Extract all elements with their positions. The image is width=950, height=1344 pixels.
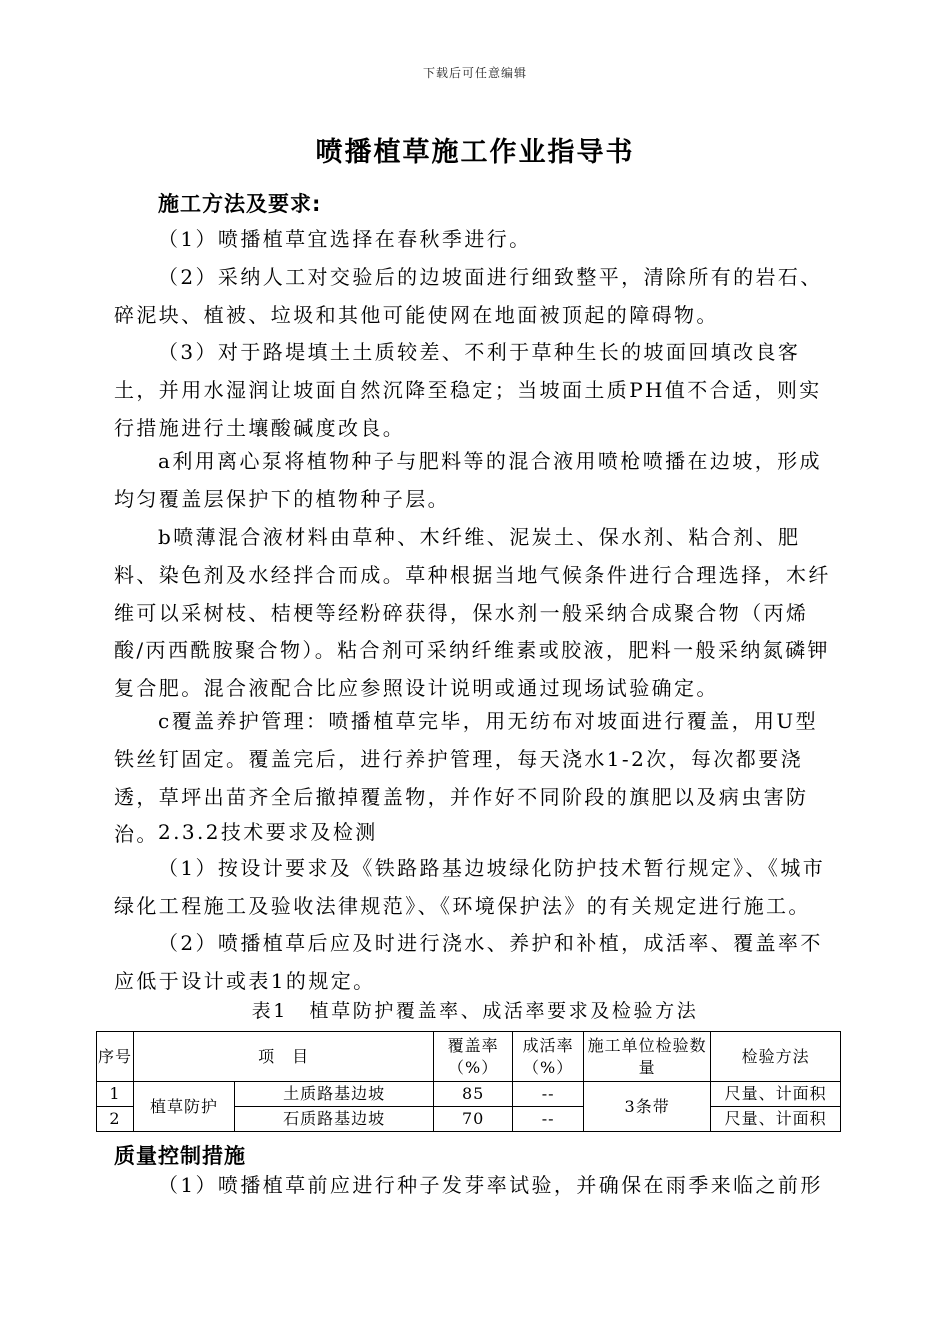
table-caption: 表1 植草防护覆盖率、成活率要求及检验方法 bbox=[251, 1000, 699, 1022]
requirements-table bbox=[96, 1031, 841, 1132]
paragraph-2: （2）采纳人工对交验后的边坡面进行细致整平，清除所有的岩石、碎泥块、植被、垃圾和其他可能使网在地面被顶起的障碍物。 bbox=[114, 265, 823, 327]
paragraph-a: a利用离心泵将植物种子与肥料等的混合液用喷枪喷播在边坡，形成均匀覆盖层保护下的植物种子层。 bbox=[114, 449, 822, 511]
cell-name: 石质路基边坡 bbox=[235, 1107, 434, 1132]
cell-coverage: 85 bbox=[434, 1082, 513, 1107]
header-note: 下载后可任意编辑 bbox=[422, 66, 527, 80]
paragraph-1: （1）喷播植草宜选择在春秋季进行。 bbox=[158, 227, 532, 251]
paragraph-quality-1: （1）喷播植草前应进行种子发芽率试验，并确保在雨季来临之前形 bbox=[158, 1173, 823, 1197]
cell-quantity: 3条带 bbox=[584, 1082, 711, 1132]
table-row bbox=[97, 1082, 841, 1107]
cell-coverage: 70 bbox=[434, 1107, 513, 1132]
paragraph-c: c覆盖养护管理：喷播植草完毕，用无纺布对坡面进行覆盖，用U型铁丝钉固定。覆盖完后，进行养护管理，每天浇水1-2次，每次都要浇透，草坪出苗齐全后撤掉覆盖物，并作好不同阶段的旗肥以及病虫害防治。 bbox=[114, 709, 819, 847]
paragraph-tech-1: （1）按设计要求及《铁路路基边坡绿化防护技术暂行规定》、《城市绿化工程施工及验收法律规范》、《环境保护法》的有关规定进行施工。 bbox=[114, 856, 826, 918]
section-heading-methods: 施工方法及要求: bbox=[158, 192, 322, 216]
paragraph-subsection: 2.3.2技术要求及检测 bbox=[158, 820, 378, 844]
cell-name: 土质路基边坡 bbox=[235, 1082, 434, 1107]
section-heading-quality: 质量控制措施 bbox=[114, 1144, 246, 1168]
cell-survival: -- bbox=[513, 1082, 584, 1107]
table-header-row bbox=[97, 1032, 841, 1082]
cell-survival: -- bbox=[513, 1107, 584, 1132]
cell-seq: 1 bbox=[97, 1082, 134, 1107]
header-survival: 成活率（%） bbox=[513, 1032, 584, 1082]
header-coverage: 覆盖率（%） bbox=[434, 1032, 513, 1082]
document-title: 喷播植草施工作业指导书 bbox=[315, 137, 635, 168]
paragraph-3: （3）对于路堤填土土质较差、不利于草种生长的坡面回填改良客土，并用水湿润让坡面自然沉降至稳定；当坡面土质PH值不合适，则实行措施进行土壤酸碱度改良。 bbox=[114, 340, 822, 440]
header-seq: 序号 bbox=[97, 1032, 134, 1082]
paragraph-b: b喷薄混合液材料由草种、木纤维、泥炭土、保水剂、粘合剂、肥料、染色剂及水经拌合而成。草种根据当地气候条件进行合理选择，木纤维可以采树枝、桔梗等经粉碎获得，保水剂一般采纳合成聚合物（丙烯酸/丙西酰胺聚合物）。粘合剂可采纳纤维素或胶液，肥料一般采纳氮磷钾复合肥。混合液配合比应参照设计说明或通过现场试验确定。 bbox=[114, 525, 831, 701]
paragraph-tech-2: （2）喷播植草后应及时进行浇水、养护和补植，成活率、覆盖率不应低于设计或表1的规定。 bbox=[114, 931, 823, 993]
header-method: 检验方法 bbox=[711, 1032, 841, 1082]
header-item: 项 目 bbox=[134, 1032, 434, 1082]
cell-group: 植草防护 bbox=[134, 1082, 235, 1132]
cell-seq: 2 bbox=[97, 1107, 134, 1132]
cell-method: 尺量、计面积 bbox=[711, 1082, 841, 1107]
header-quantity: 施工单位检验数量 bbox=[584, 1032, 711, 1082]
cell-method: 尺量、计面积 bbox=[711, 1107, 841, 1132]
